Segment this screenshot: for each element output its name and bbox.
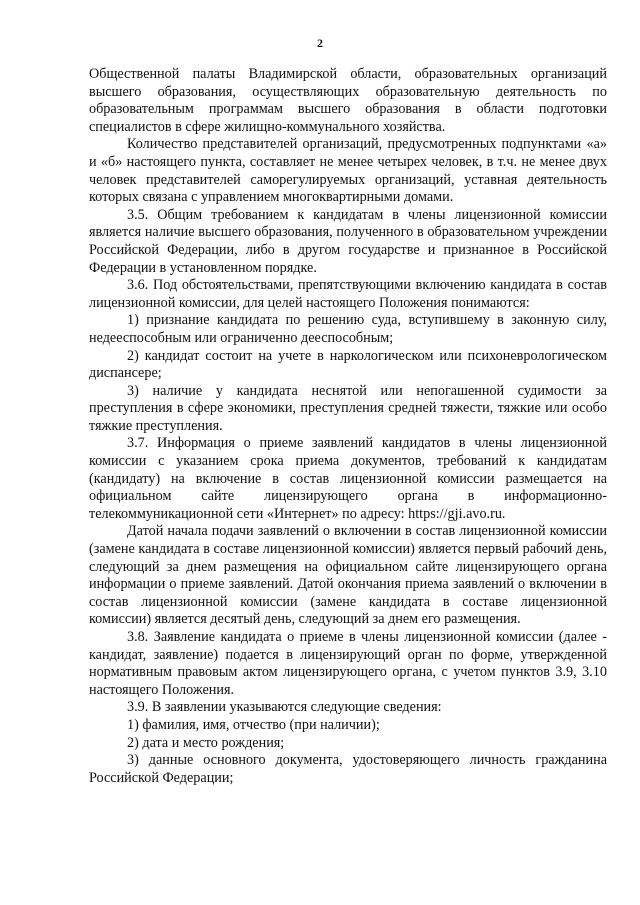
list-item: 3) данные основного документа, удостоверяющего личность гражданина Российской Федерации;	[89, 752, 607, 786]
list-item: 1) фамилия, имя, отчество (при наличии);	[127, 716, 380, 733]
paragraph: 3.9. В заявлении указываются следующие сведения:	[127, 699, 442, 716]
page-number: 2	[317, 36, 323, 50]
list-item: 2) кандидат состоит на учете в наркологическом или психоневрологическом диспансере;	[89, 347, 607, 382]
list-item: 2) дата и место рождения;	[127, 734, 285, 751]
paragraph: 3.8. Заявление кандидата о приеме в члены лицензионной комиссии (далее - кандидат, заявление) подается в лицензирующий орган по форме, утвержденной нормативным правовым актом лицензирующего органа, с учетом пунктов 3.9, 3.10 настоящего Положения.	[89, 629, 607, 698]
list-item: 3) наличие у кандидата неснятой или непогашенной судимости за преступления в сфере экономики, преступления средней тяжести, тяжкие или особо тяжкие преступления.	[89, 382, 607, 434]
paragraph: Датой начала подачи заявлений о включении в состав лицензионной комиссии (замене кандидата в составе лицензионной комиссии) является первый рабочий день, следующий за днем размещения на официальном сайте лицензирующего органа информации о приеме заявлений. Датой окончания приема заявлений о включении в состав лицензионной комиссии (замене кандидата в составе лицензионной комиссии) является десятый день, следующий за днем его размещения.	[89, 523, 607, 628]
paragraph: Количество представителей организаций, предусмотренных подпунктами «а» и «б» настоящего пункта, составляет не менее четырех человек, в т.ч. не менее двух человек представителей саморегулируемых организаций, уставная деятельность которых связана с управлением многоквартирными домами.	[89, 136, 607, 206]
paragraph: Общественной палаты Владимирской области, образовательных организаций высшего образования, осуществляющих образовательную деятельность по образовательным программам высшего образования в области подготовки специалистов в сфере жилищно-коммунального хозяйства.	[89, 66, 607, 135]
list-item: 1) признание кандидата по решению суда, вступившему в законную силу, недееспособным или ограниченно дееспособным;	[89, 312, 607, 346]
document-body	[89, 66, 607, 787]
paragraph: 3.5. Общим требованием к кандидатам в члены лицензионной комиссии является наличие высшего образования, полученного в образовательном учреждении Российской Федерации, либо в другом государстве и признанное в Российской Федерации в установленном порядке.	[89, 206, 607, 276]
paragraph: 3.7. Информация о приеме заявлений кандидатов в члены лицензионной комиссии с указанием срока приема документов, требований к кандидатам (кандидату) на включение в состав лицензионной комиссии размещается на официальном сайте лицензирующего органа в информационно-телекоммуникационной сети «Интернет» по адресу: https://gji.avo.ru.	[89, 435, 607, 522]
paragraph: 3.6. Под обстоятельствами, препятствующими включению кандидата в состав лицензионной комиссии, для целей настоящего Положения понимаются:	[89, 277, 607, 311]
